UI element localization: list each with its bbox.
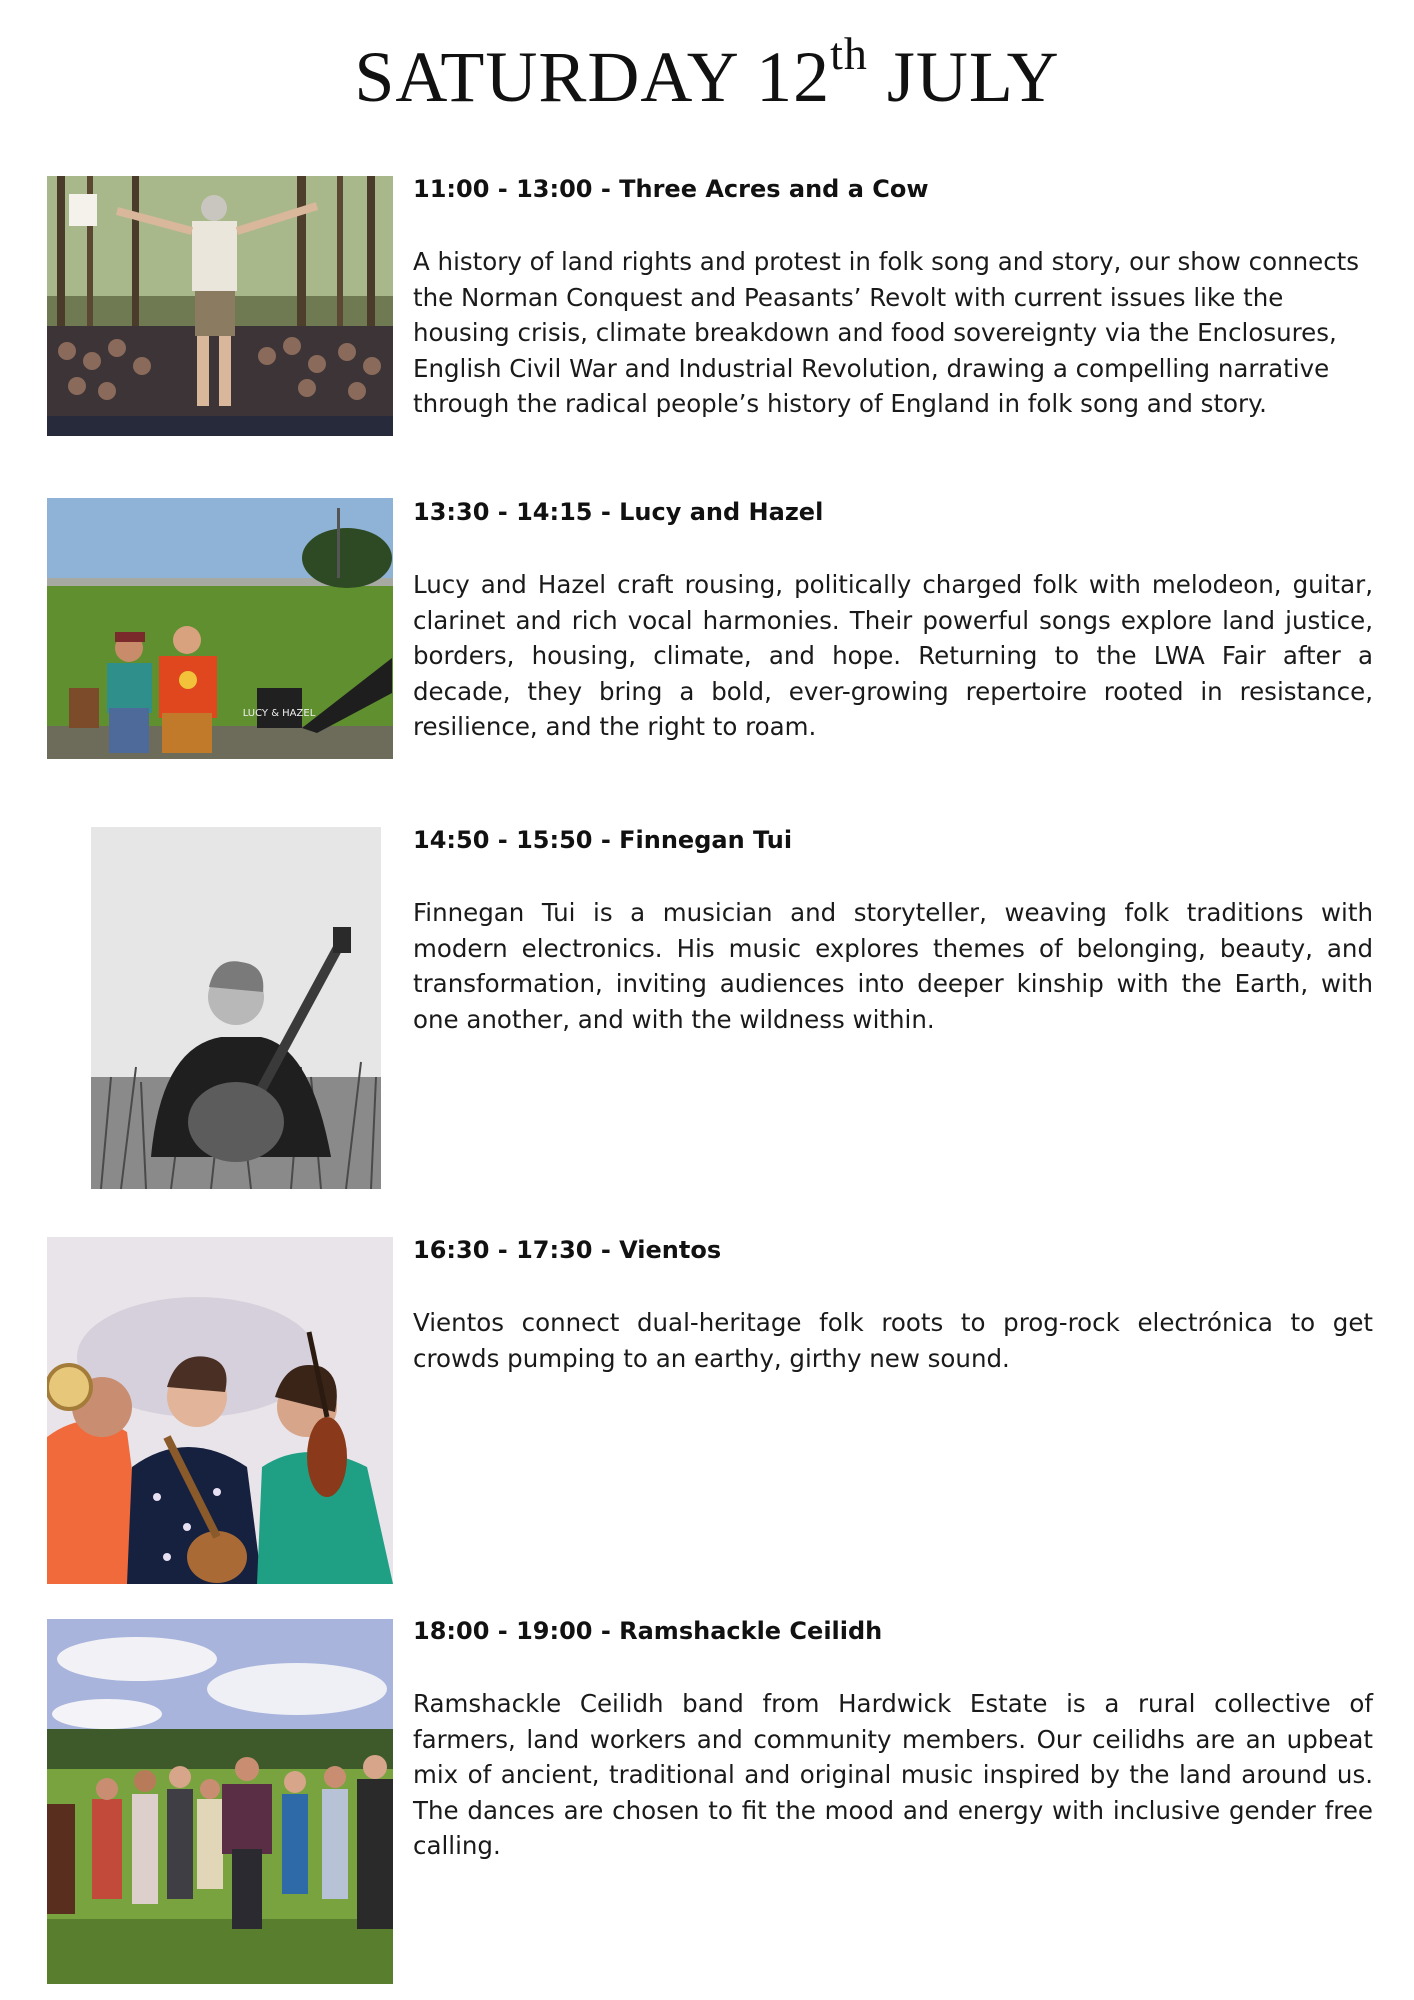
event-heading-finnegan-tui: 14:50 - 15:50 - Finnegan Tui — [413, 826, 793, 854]
event-heading-vientos: 16:30 - 17:30 - Vientos — [413, 1236, 722, 1264]
event-heading-lucy-hazel: 13:30 - 14:15 - Lucy and Hazel — [413, 498, 824, 526]
page-title — [0, 28, 1414, 117]
event-description-three-acres: A history of land rights and protest in folk song and story, our show connects the Norman Conquest and Peasants’ Revolt with current issues like the housing crisis, climate breakdown and food sovereignty via the Enclosures, English Civil War and Industrial Revolution, drawing a compelling narrative through the radical people’s history of England in folk song and story. — [413, 247, 1360, 419]
ceilidh-band-field-photo — [47, 1619, 393, 1984]
guitarist-in-grass-photo — [91, 827, 381, 1189]
title-main: SATURDAY 12 — [354, 37, 831, 117]
event-description-vientos: Vientos connect dual-heritage folk roots to prog-rock electrónica to get crowds pumping to an earthy, girthy new sound. — [413, 1308, 1373, 1373]
performer-with-crowd-photo — [47, 176, 393, 436]
event-description-finnegan-tui: Finnegan Tui is a musician and storyteller, weaving folk traditions with modern electronics. His music explores themes of belonging, beauty, and transformation, inviting audiences into deeper kinship with the Earth, with one another, and with the wildness within. — [413, 898, 1373, 1034]
event-heading-ramshackle-ceilidh: 18:00 - 19:00 - Ramshackle Ceilidh — [413, 1617, 883, 1645]
duo-on-wall-photo — [47, 498, 393, 759]
title-ordinal-suffix: th — [830, 28, 868, 79]
event-description-ramshackle-ceilidh: Ramshackle Ceilidh band from Hardwick Estate is a rural collective of farmers, land workers and community members. Our ceilidhs are an upbeat mix of ancient, traditional and original music inspired by the land around us. The dances are chosen to fit the mood and energy with inclusive gender free calling. — [413, 1689, 1373, 1861]
event-heading-three-acres: 11:00 - 13:00 - Three Acres and a Cow — [413, 175, 929, 203]
event-description-lucy-hazel: Lucy and Hazel craft rousing, politically charged folk with melodeon, guitar, clarinet and rich vocal harmonies. Their powerful songs explore land justice, borders, housing, climate, and hope. Returning to the LWA Fair after a decade, they bring a bold, ever-growing repertoire rooted in resistance, resilience, and the right to roam. — [413, 570, 1373, 742]
case-label-text: LUCY & HAZEL — [242, 708, 316, 719]
trio-with-instruments-photo — [47, 1237, 393, 1584]
title-month: JULY — [867, 37, 1060, 117]
